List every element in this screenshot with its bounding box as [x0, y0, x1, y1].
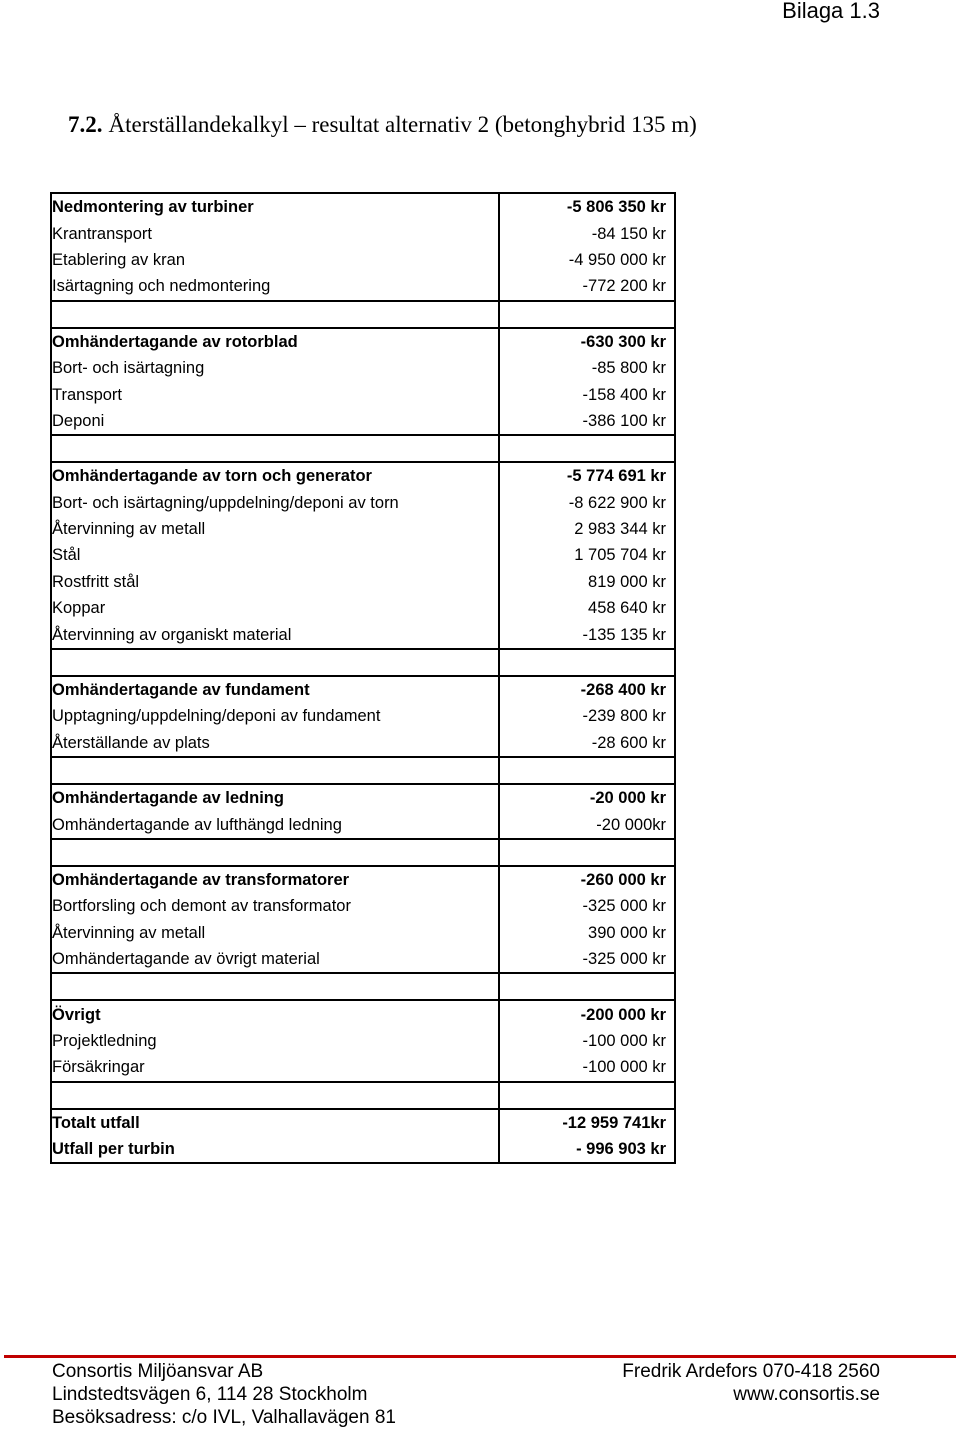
row-label: Omhändertagande av lufthängd ledning: [51, 811, 499, 838]
row-amount: -325 000 kr: [499, 946, 675, 973]
spacer-row: [51, 973, 675, 1000]
row-amount: -8 622 900 kr: [499, 490, 675, 516]
category-row: [51, 1000, 675, 1027]
item-row: [51, 946, 675, 973]
row-amount: -5 774 691 kr: [499, 462, 675, 489]
row-amount: -386 100 kr: [499, 408, 675, 435]
item-row: [51, 490, 675, 516]
spacer-row: [51, 839, 675, 866]
item-row: [51, 1054, 675, 1081]
item-row: [51, 703, 675, 729]
row-amount: -28 600 kr: [499, 730, 675, 757]
row-amount: -100 000 kr: [499, 1054, 675, 1081]
row-amount: -4 950 000 kr: [499, 247, 675, 273]
item-row: [51, 730, 675, 757]
spacer-cell: [51, 1082, 499, 1109]
row-amount: - 996 903 kr: [499, 1136, 675, 1163]
spacer-cell: [499, 1082, 675, 1109]
row-amount: -630 300 kr: [499, 328, 675, 355]
row-amount: 2 983 344 kr: [499, 516, 675, 542]
spacer-cell: [499, 757, 675, 784]
row-amount: -100 000 kr: [499, 1028, 675, 1054]
row-amount: -268 400 kr: [499, 676, 675, 703]
item-row: [51, 355, 675, 381]
row-amount: -158 400 kr: [499, 381, 675, 407]
row-label: Återvinning av organiskt material: [51, 621, 499, 648]
spacer-cell: [51, 973, 499, 1000]
row-amount: 458 640 kr: [499, 595, 675, 621]
category-row: [51, 1136, 675, 1163]
item-row: [51, 247, 675, 273]
item-row: [51, 1028, 675, 1054]
item-row: [51, 381, 675, 407]
row-label: Omhändertagande av torn och generator: [51, 462, 499, 489]
row-label: Etablering av kran: [51, 247, 499, 273]
spacer-row: [51, 649, 675, 676]
item-row: [51, 893, 675, 919]
item-row: [51, 811, 675, 838]
spacer-cell: [51, 839, 499, 866]
row-amount: -239 800 kr: [499, 703, 675, 729]
item-row: [51, 569, 675, 595]
row-amount: -12 959 741kr: [499, 1109, 675, 1136]
row-amount: -260 000 kr: [499, 866, 675, 893]
item-row: [51, 542, 675, 568]
spacer-cell: [499, 435, 675, 462]
spacer-row: [51, 1082, 675, 1109]
spacer-row: [51, 435, 675, 462]
row-amount: -20 000 kr: [499, 784, 675, 811]
cost-table: [50, 192, 676, 1164]
row-label: Omhändertagande av fundament: [51, 676, 499, 703]
spacer-cell: [499, 649, 675, 676]
row-label: Totalt utfall: [51, 1109, 499, 1136]
row-label: Återvinning av metall: [51, 516, 499, 542]
row-label: Krantransport: [51, 220, 499, 246]
row-amount: -85 800 kr: [499, 355, 675, 381]
row-label: Bortforsling och demont av transformator: [51, 893, 499, 919]
row-label: Omhändertagande av rotorblad: [51, 328, 499, 355]
spacer-row: [51, 757, 675, 784]
spacer-cell: [51, 435, 499, 462]
row-label: Deponi: [51, 408, 499, 435]
spacer-cell: [499, 973, 675, 1000]
category-row: [51, 328, 675, 355]
row-label: Transport: [51, 381, 499, 407]
footer-street: Lindstedtsvägen 6, 114 28 Stockholm: [52, 1384, 368, 1405]
row-label: Övrigt: [51, 1000, 499, 1027]
row-amount: -135 135 kr: [499, 621, 675, 648]
footer-contact-block: [622, 1360, 880, 1406]
category-row: [51, 676, 675, 703]
section-heading: [68, 112, 697, 138]
footer-address: [52, 1360, 396, 1429]
footer-company: Consortis Miljöansvar AB: [52, 1361, 264, 1382]
row-label: Försäkringar: [51, 1054, 499, 1081]
footer-website[interactable]: www.consortis.se: [733, 1384, 880, 1405]
category-row: [51, 1109, 675, 1136]
item-row: [51, 408, 675, 435]
row-label: Rostfritt stål: [51, 569, 499, 595]
item-row: [51, 595, 675, 621]
footer-visit-address: Besöksadress: c/o IVL, Valhallavägen 81: [52, 1407, 396, 1428]
category-row: [51, 193, 675, 220]
item-row: [51, 273, 675, 300]
row-label: Omhändertagande av övrigt material: [51, 946, 499, 973]
category-row: [51, 866, 675, 893]
section-number: 7.2.: [68, 112, 103, 137]
row-amount: 390 000 kr: [499, 920, 675, 946]
row-amount: -20 000kr: [499, 811, 675, 838]
row-label: Bort- och isärtagning: [51, 355, 499, 381]
spacer-cell: [499, 839, 675, 866]
row-label: Bort- och isärtagning/uppdelning/deponi av torn: [51, 490, 499, 516]
row-amount: -772 200 kr: [499, 273, 675, 300]
row-label: Stål: [51, 542, 499, 568]
item-row: [51, 516, 675, 542]
row-amount: -325 000 kr: [499, 893, 675, 919]
row-label: Utfall per turbin: [51, 1136, 499, 1163]
item-row: [51, 220, 675, 246]
item-row: [51, 621, 675, 648]
row-label: Nedmontering av turbiner: [51, 193, 499, 220]
spacer-cell: [51, 301, 499, 328]
row-amount: 819 000 kr: [499, 569, 675, 595]
row-amount: 1 705 704 kr: [499, 542, 675, 568]
section-title: Återställandekalkyl – resultat alternativ 2 (betonghybrid 135 m): [108, 112, 697, 137]
row-label: Koppar: [51, 595, 499, 621]
row-label: Återvinning av metall: [51, 920, 499, 946]
item-row: [51, 920, 675, 946]
row-label: Projektledning: [51, 1028, 499, 1054]
spacer-cell: [51, 757, 499, 784]
category-row: [51, 784, 675, 811]
row-amount: -5 806 350 kr: [499, 193, 675, 220]
footer-contact: Fredrik Ardefors 070-418 2560: [622, 1361, 880, 1382]
row-label: Omhändertagande av ledning: [51, 784, 499, 811]
footer-divider: [4, 1355, 956, 1358]
spacer-cell: [499, 301, 675, 328]
appendix-label: Bilaga 1.3: [782, 0, 880, 23]
row-label: Upptagning/uppdelning/deponi av fundament: [51, 703, 499, 729]
row-label: Återställande av plats: [51, 730, 499, 757]
category-row: [51, 462, 675, 489]
spacer-row: [51, 301, 675, 328]
row-label: Isärtagning och nedmontering: [51, 273, 499, 300]
row-amount: -84 150 kr: [499, 220, 675, 246]
row-label: Omhändertagande av transformatorer: [51, 866, 499, 893]
row-amount: -200 000 kr: [499, 1000, 675, 1027]
spacer-cell: [51, 649, 499, 676]
